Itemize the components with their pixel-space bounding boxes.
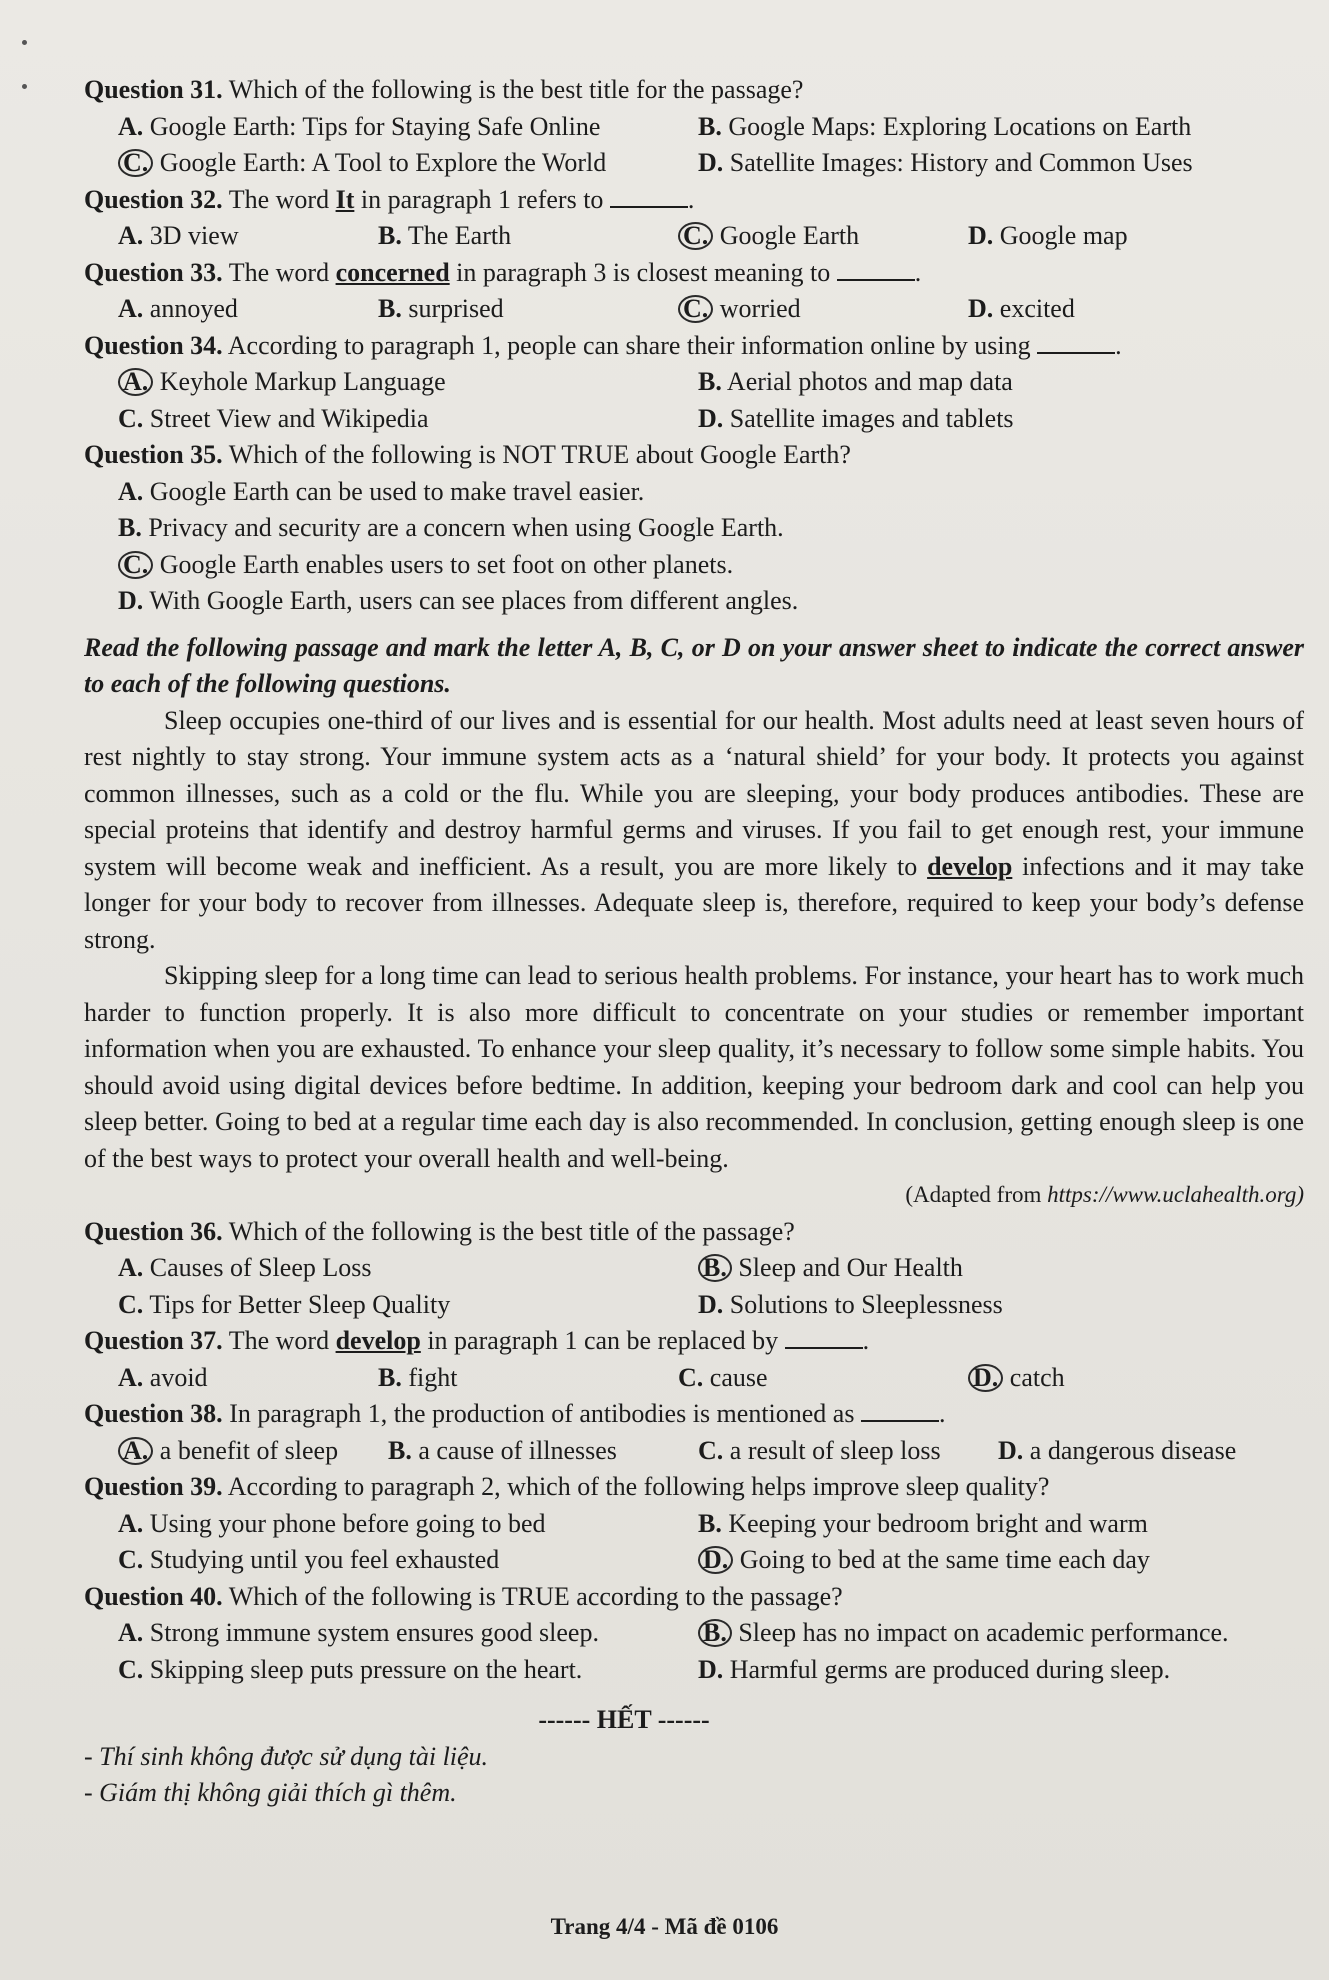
keyword: concerned <box>335 257 450 287</box>
option-40-c: C. Skipping sleep puts pressure on the heart. <box>118 1654 583 1684</box>
option-31-c: C. Google Earth: A Tool to Explore the World <box>118 145 698 182</box>
question-35: Question 35. Which of the following is NOT TRUE about Google Earth? <box>84 440 851 469</box>
question-36: Question 36. Which of the following is the best title of the passage? <box>84 1216 795 1246</box>
exam-note-1: - Thí sinh không được sử dụng tài liệu. <box>84 1741 489 1771</box>
option-36-b: B. Sleep and Our Health <box>698 1250 1278 1287</box>
circled-answer-mark: A. <box>118 368 153 396</box>
option-40-d: D. Harmful germs are produced during sleep. <box>698 1654 1171 1684</box>
circled-answer-mark: A. <box>118 1437 153 1465</box>
question-40: Question 40. Which of the following is TRUE according to the passage? <box>84 1581 843 1611</box>
option-39-c: C. Studying until you feel exhausted <box>118 1545 500 1574</box>
question-31-options <box>84 109 1304 182</box>
passage-paragraph-2: Skipping sleep for a long time can lead to serious health problems. For instance, your heart has to work much harder to function properly. It is also more difficult to concentrate on your studies or remember important information when you are exhausted. To enhance your sleep quality, it’s necessary to follow some simple habits. You should avoid using digital devices before bedtime. In addition, keeping your bedroom dark and cool can help you sleep better. Going to bed at a regular time each day is also recommended. In conclusion, getting enough sleep is one of the best ways to protect your overall health and well-being. <box>84 961 1304 1173</box>
question-39-options <box>84 1506 1304 1579</box>
scan-dot <box>22 84 27 89</box>
option-36-a: A. Causes of Sleep Loss <box>118 1253 372 1282</box>
keyword: develop <box>335 1326 421 1355</box>
option-39-a: A. Using your phone before going to bed <box>118 1508 546 1538</box>
option-35-c: C. Google Earth enables users to set foot on other planets. <box>118 547 1304 584</box>
option-33-a: A. annoyed <box>118 294 238 323</box>
option-34-b: B. Aerial photos and map data <box>698 367 1013 396</box>
option-32-a: A. 3D view <box>118 221 239 250</box>
passage-source: (Adapted from https://www.uclahealth.org) <box>905 1182 1304 1207</box>
question-37: Question 37. The word develop in paragraph 1 can be replaced by . <box>84 1326 870 1355</box>
option-36-c: C. Tips for Better Sleep Quality <box>118 1289 451 1319</box>
option-39-d: D. Going to bed at the same time each day <box>698 1542 1278 1579</box>
option-31-a: A. Google Earth: Tips for Staying Safe Online <box>118 111 601 141</box>
question-32: Question 32. The word It in paragraph 1 refers to . <box>84 184 695 214</box>
circled-answer-mark: C. <box>118 149 153 177</box>
question-33-options <box>84 291 1304 328</box>
page-content <box>84 72 1304 1812</box>
option-31-b: B. Google Maps: Exploring Locations on Earth <box>698 111 1192 141</box>
option-32-d: D. Google map <box>968 221 1128 250</box>
option-38-d: D. a dangerous disease <box>998 1435 1237 1465</box>
answer-blank <box>837 259 915 281</box>
option-37-a: A. avoid <box>118 1362 208 1392</box>
passage-instruction: Read the following passage and mark the letter A, B, C, or D on your answer sheet to indicate the correct answer to each of the following questions. <box>84 632 1304 698</box>
question-40-options <box>84 1615 1304 1688</box>
circled-answer-mark: B. <box>698 1619 732 1647</box>
circled-answer-mark: B. <box>698 1254 732 1282</box>
answer-blank <box>861 1400 939 1422</box>
question-34: Question 34. According to paragraph 1, people can share their information online by using . <box>84 330 1122 360</box>
circled-answer-mark: D. <box>698 1546 733 1574</box>
question-38-options <box>84 1433 1304 1470</box>
option-38-a: A. a benefit of sleep <box>118 1433 388 1470</box>
question-31: Question 31. Which of the following is the best title for the passage? <box>84 75 804 104</box>
question-33: Question 33. The word concerned in paragraph 3 is closest meaning to . <box>84 257 922 287</box>
circled-answer-mark: C. <box>678 222 713 250</box>
scan-dot <box>22 40 27 45</box>
option-37-b: B. fight <box>378 1362 458 1392</box>
option-34-a: A. Keyhole Markup Language <box>118 364 698 401</box>
exam-note-2: - Giám thị không giải thích gì thêm. <box>84 1778 457 1807</box>
option-40-b: B. Sleep has no impact on academic performance. <box>698 1615 1278 1652</box>
question-32-options <box>84 218 1304 255</box>
option-37-d: D. catch <box>968 1360 1258 1397</box>
option-33-d: D. excited <box>968 294 1075 323</box>
option-38-c: C. a result of sleep loss <box>698 1435 941 1465</box>
option-32-c: C. Google Earth <box>678 218 968 255</box>
option-33-b: B. surprised <box>378 294 504 323</box>
option-35-d: D. With Google Earth, users can see places from different angles. <box>118 586 799 615</box>
option-36-d: D. Solutions to Sleeplessness <box>698 1289 1003 1319</box>
answer-blank <box>785 1327 863 1349</box>
question-37-options <box>84 1360 1304 1397</box>
passage-paragraph-1: Sleep occupies one-third of our lives and is essential for our health. Most adults need at least seven hours of rest nightly to stay strong. Your immune system acts as a ‘natural shield’ for your body. It protects you against common illnesses, such as a cold or the flu. While you are sleeping, your body produces antibodies. These are special proteins that identify and destroy harmful germs and viruses. If you fail to get enough rest, your immune system will become weak and inefficient. As a result, you are more likely to develop infections and it may take longer for your body to recover from illnesses. Adequate sleep is, therefore, required to keep your body’s defense strong. <box>84 705 1305 954</box>
option-39-b: B. Keeping your bedroom bright and warm <box>698 1508 1148 1538</box>
answer-blank <box>1037 332 1115 354</box>
circled-answer-mark: D. <box>968 1364 1003 1392</box>
option-32-b: B. The Earth <box>378 221 512 250</box>
option-33-c: C. worried <box>678 291 968 328</box>
option-40-a: A. Strong immune system ensures good sleep. <box>118 1618 599 1647</box>
answer-blank <box>610 186 688 208</box>
page-footer: Trang 4/4 - Mã đề 0106 <box>550 1914 779 1939</box>
question-38: Question 38. In paragraph 1, the production of antibodies is mentioned as . <box>84 1399 946 1428</box>
keyword: It <box>335 184 355 214</box>
question-36-options <box>84 1250 1304 1323</box>
option-34-d: D. Satellite images and tablets <box>698 403 1014 433</box>
option-38-b: B. a cause of illnesses <box>388 1435 617 1465</box>
question-34-options <box>84 364 1304 437</box>
question-39: Question 39. According to paragraph 2, which of the following helps improve sleep quality? <box>84 1472 1050 1501</box>
question-35-options <box>84 474 1304 620</box>
keyword: develop <box>927 851 1013 881</box>
end-marker: ------ HẾT ------ <box>538 1705 710 1734</box>
option-37-c: C. cause <box>678 1362 768 1392</box>
circled-answer-mark: C. <box>678 295 713 323</box>
option-34-c: C. Street View and Wikipedia <box>118 403 429 433</box>
circled-answer-mark: C. <box>118 551 153 579</box>
option-35-b: B. Privacy and security are a concern when using Google Earth. <box>118 513 784 542</box>
option-31-d: D. Satellite Images: History and Common Uses <box>698 148 1193 177</box>
option-35-a: A. Google Earth can be used to make travel easier. <box>118 476 645 506</box>
